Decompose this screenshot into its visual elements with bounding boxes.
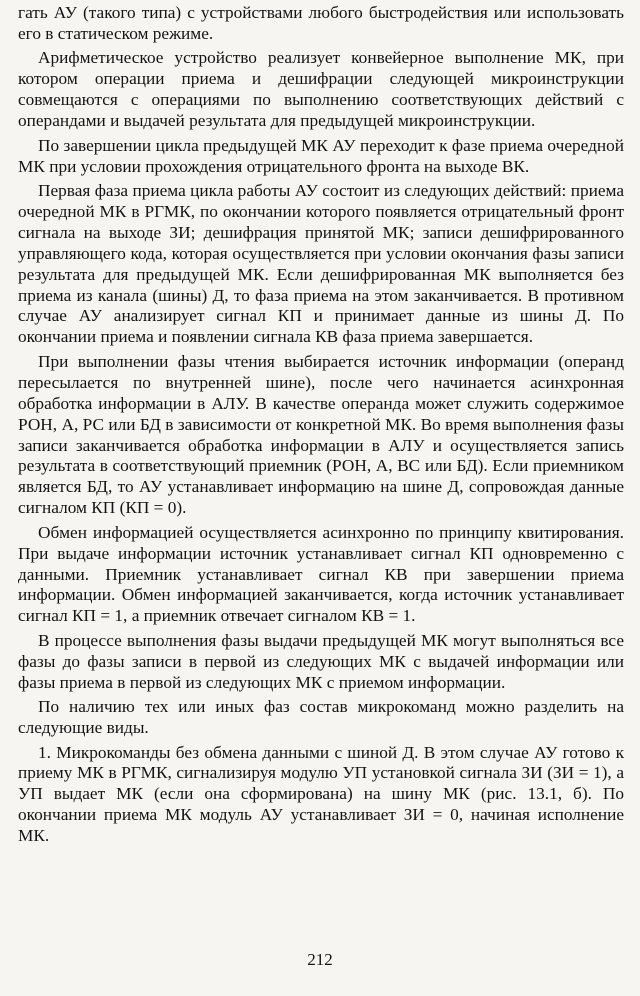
page-number: 212 [307,950,333,969]
paragraph-9: 1. Микрокоманды без обмена данными с шиной Д. В этом случае АУ готово к приему МК в РГМК, сигнализируя модулю УП установкой сигнала ЗИ (ЗИ = 1), а УП выдает МК (если она сформирована) на шину МК (рис. 13.1, б). По окончании приема МК модуль АУ устанавливает ЗИ = 0, начиная исполнение МК. [18,742,624,846]
page-text [18,3,624,847]
paragraph-7: В процессе выполнения фазы выдачи предыдущей МК могут выполняться все фазы до фазы записи в первой из следующих МК с выдачей информации или фазы приема в первой из следующих МК с приемом информации. [18,630,624,692]
paragraph-5: При выполнении фазы чтения выбирается источник информации (операнд пересылается по внутренней шине), после чего начинается асинхронная обработка информации в АЛУ. В качестве операнда может служить содержимое РОН, А, РС или БД в зависимости от конкретной МК. Во время выполнения фазы записи заканчивается обработка информации в АЛУ и осуществляется запись результата в соответствующий приемник (РОН, А, ВС или БД). Если приемником является БД, то АУ устанавливает информацию на шине Д, сопровождая данные сигналом КП (КП = 0). [18,351,624,518]
paragraph-8: По наличию тех или иных фаз состав микрокоманд можно разделить на следующие виды. [18,697,624,738]
paragraph-3: По завершении цикла предыдущей МК АУ переходит к фазе приема очередной МК при условии прохождения отрицательного фронта на выходе ВК. [18,135,624,176]
paragraph-1: гать АУ (такого типа) с устройствами любого быстродействия или использовать его в статическом режиме. [18,3,624,43]
paragraph-4: Первая фаза приема цикла работы АУ состоит из следующих действий: приема очередной МК в РГМК, по окончании которого появляется отрицательный фронт сигнала на выходе ЗИ; дешифрация принятой МК; записи дешифрированного управляющего кода, которая осуществляется при условии окончания фазы записи результата для предыдущей МК. Если дешифрированная МК выполняется без приема из канала (шины) Д, то фаза приема на этом заканчивается. В противном случае АУ анализирует сигнал КП и принимает данные из шины Д. По окончании приема и появлении сигнала КВ фаза приема завершается. [18,181,624,347]
paragraph-6: Обмен информацией осуществляется асинхронно по принципу квитирования. При выдаче информации источник устанавливает сигнал КП одновременно с данными. Приемник устанавливает сигнал КВ при завершении приема информации. Обмен информацией заканчивается, когда источник устанавливает сигнал КП = 1, а приемник отвечает сигналом КВ = 1. [18,522,624,626]
paragraph-2: Арифметическое устройство реализует конвейерное выполнение МК, при котором операции приема и дешифрации следующей микроинструкции совмещаются с операциями по выполнению соответствующих действий с операндами и выдачей результата для предыдущей микроинструкции. [18,48,624,131]
